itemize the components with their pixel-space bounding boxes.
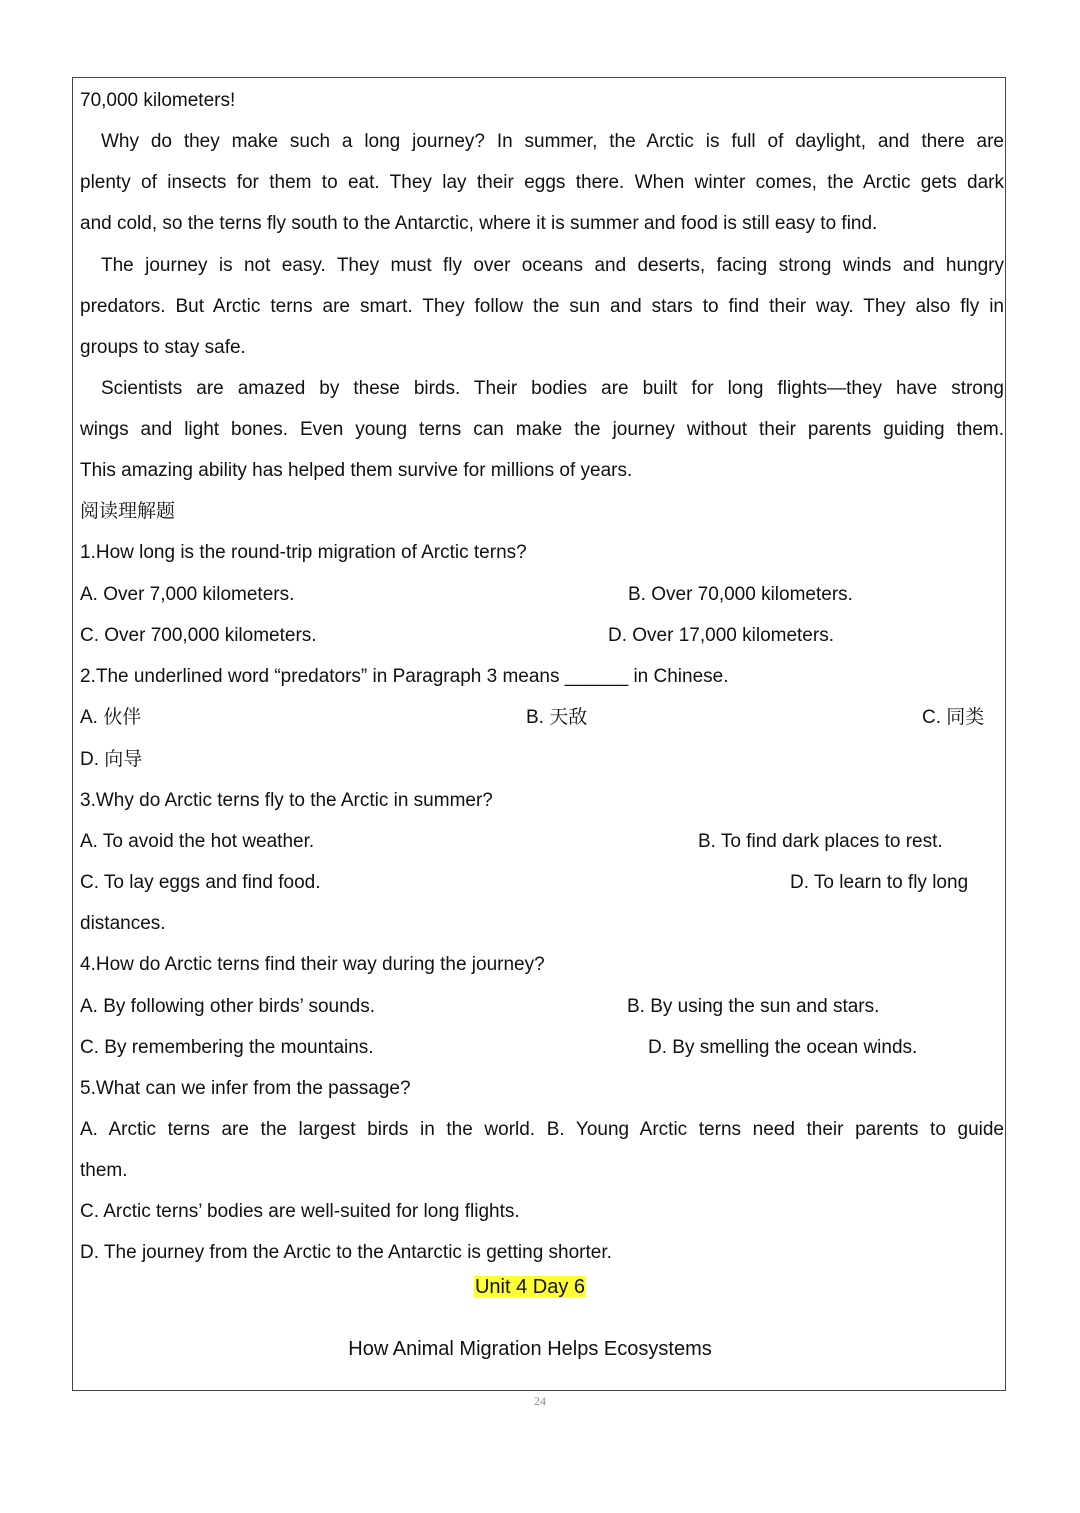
question-3-option-d-cont: distances. [80,913,166,934]
question-1-text: 1.How long is the round-trip migration of Arctic terns? [80,542,527,563]
question-1-option-b: B. Over 70,000 kilometers. [628,584,853,605]
question-5-option-d: D. The journey from the Arctic to the Antarctic is getting shorter. [80,1242,612,1263]
question-4-option-c: C. By remembering the mountains. [80,1037,374,1058]
question-1-option-a: A. Over 7,000 kilometers. [80,584,295,605]
question-4-option-d: D. By smelling the ocean winds. [648,1037,918,1058]
unit-label-row [80,1274,980,1300]
question-5-option-c: C. Arctic terns’ bodies are well-suited for long flights. [80,1201,520,1222]
passage-line: wings and light bones. Even young terns can make the journey without their parents guiding them. [80,419,1004,440]
passage-line: Why do they make such a long journey? In summer, the Arctic is full of daylight, and there are [101,131,1004,152]
passage-line: predators. But Arctic terns are smart. They follow the sun and stars to find their way. They also fly in [80,296,1004,317]
question-3-option-c: C. To lay eggs and find food. [80,872,321,893]
question-1-option-d: D. Over 17,000 kilometers. [608,625,834,646]
question-5-option-b-cont: them. [80,1160,128,1181]
question-4-option-b: B. By using the sun and stars. [627,996,880,1017]
passage-line: The journey is not easy. They must fly over oceans and deserts, facing strong winds and hungry [101,255,1004,276]
question-5-text: 5.What can we infer from the passage? [80,1078,411,1099]
question-4-text: 4.How do Arctic terns find their way during the journey? [80,954,545,975]
passage-line: plenty of insects for them to eat. They lay their eggs there. When winter comes, the Arctic gets dark [80,172,1004,193]
passage-line: This amazing ability has helped them survive for millions of years. [80,460,633,481]
question-3-text: 3.Why do Arctic terns fly to the Arctic in summer? [80,790,493,811]
question-5-option-ab: A. Arctic terns are the largest birds in the world. B. Young Arctic terns need their parents to guide [80,1119,1004,1140]
question-3-option-b: B. To find dark places to rest. [698,831,943,852]
page-number: 24 [534,1394,546,1408]
question-2-option-b: B. 天敌 [526,707,588,728]
passage-line: 70,000 kilometers! [80,90,236,111]
section-heading: 阅读理解题 [80,501,176,522]
next-article-title: How Animal Migration Helps Ecosystems [348,1338,712,1360]
passage-line: Scientists are amazed by these birds. Their bodies are built for long flights—they have strong [101,378,1004,399]
question-2-option-c: C. 同类 [922,707,985,728]
question-3-option-d: D. To learn to fly long [790,872,969,893]
question-1-option-c: C. Over 700,000 kilometers. [80,625,317,646]
passage-line: and cold, so the terns fly south to the Antarctic, where it is summer and food is still easy to find. [80,213,878,234]
question-4-option-a: A. By following other birds’ sounds. [80,996,376,1017]
passage-line: groups to stay safe. [80,337,246,358]
question-3-option-a: A. To avoid the hot weather. [80,831,315,852]
question-2-text: 2.The underlined word “predators” in Paragraph 3 means ______ in Chinese. [80,666,729,687]
question-2-option-a: A. 伙伴 [80,707,142,728]
question-2-option-d: D. 向导 [80,749,143,770]
unit-label: Unit 4 Day 6 [474,1276,586,1298]
